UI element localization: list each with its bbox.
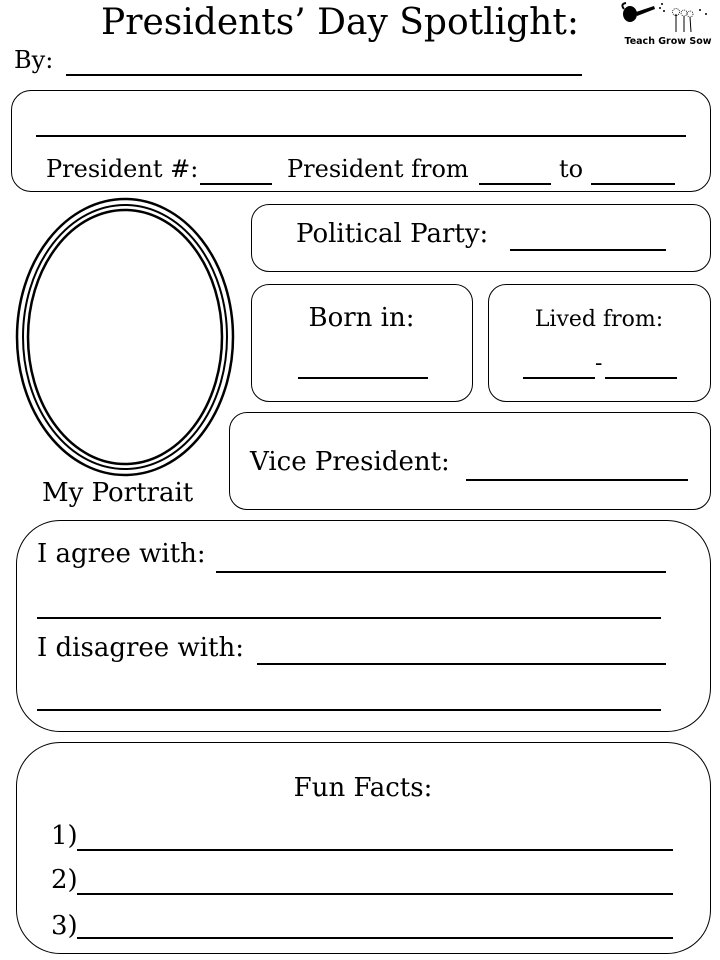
fun-facts-title: Fun Facts:	[293, 773, 433, 803]
agree-label: I agree with:	[37, 539, 206, 569]
vice-president-line[interactable]	[466, 479, 688, 481]
to-label: to	[559, 155, 584, 183]
agree-line-1[interactable]	[216, 571, 666, 573]
disagree-label: I disagree with:	[37, 633, 244, 663]
president-from-year-line[interactable]	[479, 183, 551, 185]
agree-line-2[interactable]	[37, 617, 661, 619]
political-party-box	[251, 204, 711, 272]
birth-year-line[interactable]	[523, 377, 595, 379]
lived-from-label: Lived from:	[534, 307, 664, 332]
author-name-line[interactable]	[66, 74, 582, 76]
death-year-line[interactable]	[605, 377, 677, 379]
opinions-box	[16, 520, 711, 732]
vice-president-box	[229, 412, 711, 510]
brand-name: Teach Grow Sow	[624, 36, 712, 47]
born-in-line[interactable]	[298, 377, 428, 379]
page-title: Presidents’ Day Spotlight:	[101, 2, 579, 43]
fun-fact-line-1[interactable]	[77, 849, 673, 851]
fun-fact-number-1: 1)	[51, 821, 78, 851]
lived-from-box	[488, 284, 711, 402]
fun-fact-number-3: 3)	[51, 911, 78, 941]
president-to-year-line[interactable]	[591, 183, 675, 185]
disagree-line-1[interactable]	[257, 663, 666, 665]
fun-fact-line-3[interactable]	[77, 937, 673, 939]
watering-can-icon	[618, 0, 718, 40]
president-name-line[interactable]	[36, 135, 686, 137]
fun-fact-number-2: 2)	[51, 865, 78, 895]
born-in-box	[251, 284, 473, 402]
president-number-line[interactable]	[200, 183, 272, 185]
political-party-label: Political Party:	[296, 219, 489, 249]
vice-president-label: Vice President:	[250, 447, 450, 477]
president-from-label: President from	[287, 155, 469, 183]
portrait-frame[interactable]	[14, 196, 236, 478]
president-number-label: President #:	[46, 155, 199, 183]
by-label: By:	[14, 46, 54, 74]
political-party-line[interactable]	[510, 249, 666, 251]
lived-from-separator: -	[595, 351, 603, 376]
fun-facts-box	[16, 742, 711, 954]
born-in-label: Born in:	[308, 303, 415, 333]
portrait-label: My Portrait	[42, 478, 194, 508]
brand-logo	[618, 0, 718, 56]
fun-fact-line-2[interactable]	[77, 893, 673, 895]
disagree-line-2[interactable]	[37, 709, 661, 711]
president-name-box	[11, 90, 711, 192]
